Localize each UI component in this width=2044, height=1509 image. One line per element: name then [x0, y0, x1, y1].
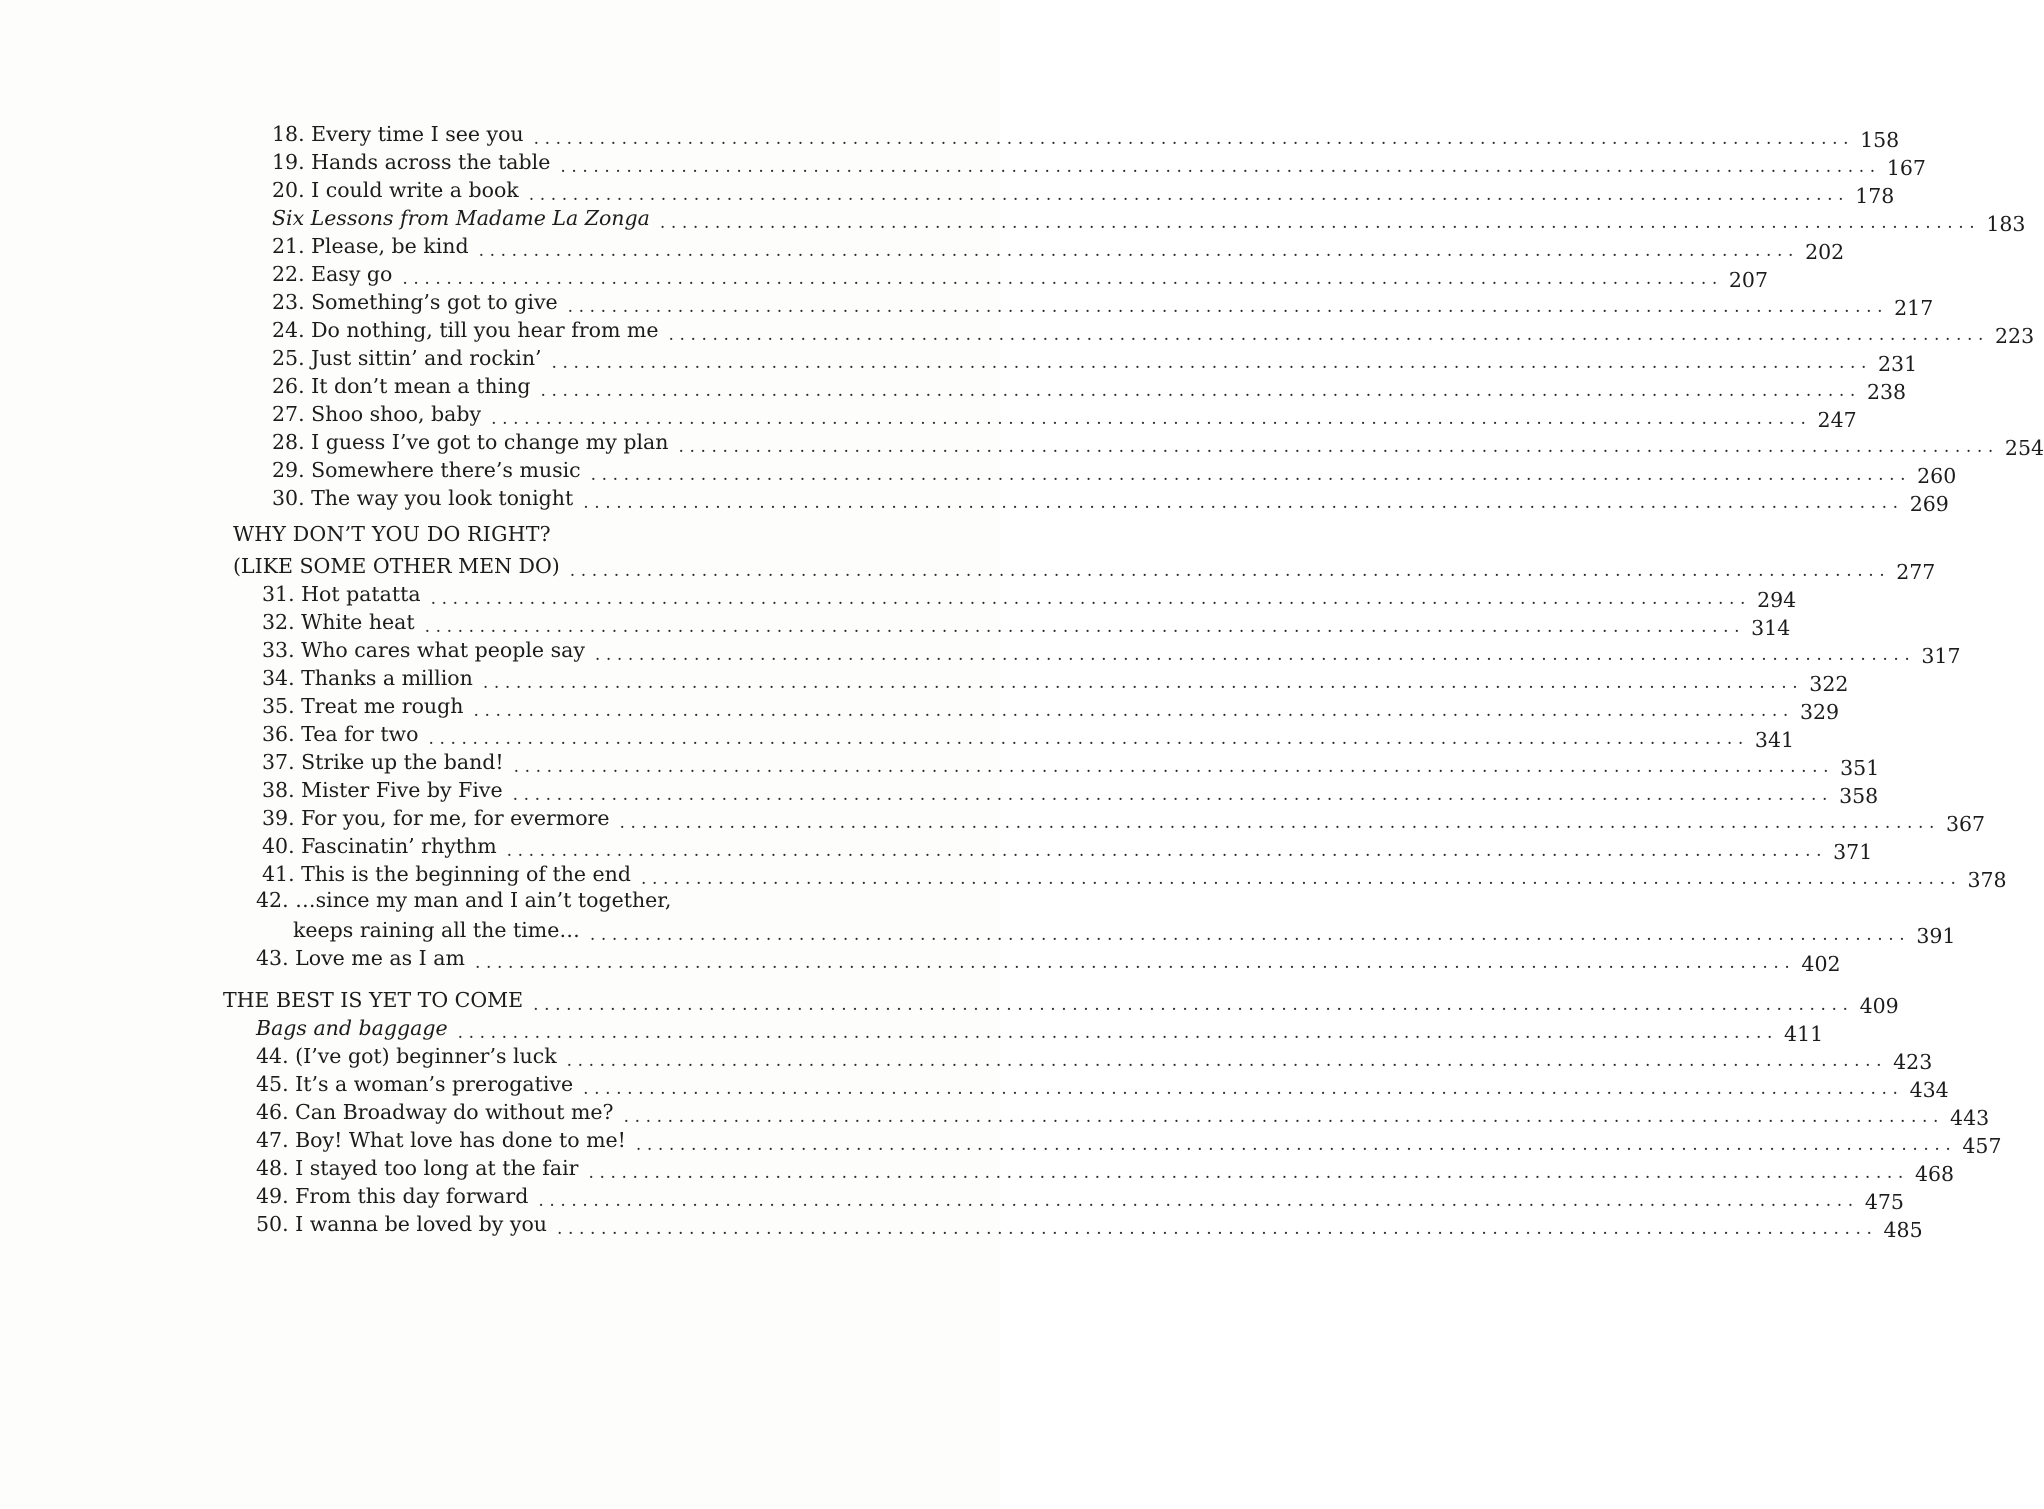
toc-entry [262, 718, 1795, 752]
entry-title: 47. Boy! What love has done to me! [256, 1128, 626, 1152]
dot-leader: ........................................................................................................................ [619, 813, 1940, 833]
entry-page: 183 [1986, 212, 2026, 236]
section-heading-line2: (LIKE SOME OTHER MEN DO) [233, 554, 560, 578]
dot-leader: ........................................................................................................................ [566, 1051, 1888, 1071]
entry-page: 402 [1801, 952, 1841, 976]
dot-leader: ........................................................................................................................ [430, 589, 1752, 609]
toc-entry [272, 454, 1957, 488]
toc-entry [262, 774, 1879, 808]
toc-entry [262, 802, 1986, 836]
section-page: 409 [1859, 994, 1899, 1018]
dot-leader: ........................................................................................................................ [540, 381, 1861, 401]
toc-entry [256, 1124, 2002, 1158]
toc-entry [262, 578, 1797, 612]
entry-page: 411 [1784, 1022, 1824, 1046]
entry-page: 202 [1805, 240, 1845, 264]
entry-title: 43. Love me as I am [256, 946, 465, 970]
dot-leader: ........................................................................................................................ [678, 437, 1999, 457]
dot-leader: ........................................................................................................................ [474, 953, 1796, 973]
entry-title: 30. The way you look tonight [272, 486, 574, 510]
entry-page: 341 [1754, 728, 1795, 752]
toc-entry [272, 174, 1895, 208]
entry-title: Six Lessons from Madame La Zonga [272, 206, 650, 230]
toc-entry [272, 342, 1918, 376]
entry-page: 178 [1855, 184, 1895, 208]
section-heading-row [233, 550, 1936, 584]
entry-page: 434 [1909, 1078, 1949, 1102]
dot-leader: ........................................................................................................................ [567, 297, 1889, 317]
toc-entry [272, 426, 2044, 460]
dot-leader: ........................................................................................................................ [560, 157, 1881, 177]
toc-entry [256, 1068, 1949, 1102]
entry-page: 254 [2004, 436, 2044, 460]
entry-page: 260 [1917, 464, 1957, 488]
dot-leader: ........................................................................................................................ [583, 493, 1904, 513]
entry-page: 317 [1921, 644, 1961, 668]
dot-leader: ........................................................................................................................ [513, 757, 1835, 777]
toc-entry [272, 258, 1768, 292]
entry-title: 19. Hands across the table [272, 150, 551, 174]
entry-page: 443 [1950, 1106, 1990, 1130]
entry-title: 33. Who cares what people say [262, 638, 585, 662]
dot-leader: ........................................................................................................................ [402, 269, 1723, 289]
dot-leader: ........................................................................................................................ [551, 353, 1873, 373]
dot-leader: ........................................................................................................................ [569, 561, 1891, 581]
entry-title: 32. White heat [262, 610, 415, 634]
entry-title: 45. It’s a woman’s prerogative [256, 1072, 574, 1096]
toc-entry [256, 1040, 1933, 1074]
entry-page: 329 [1799, 700, 1840, 724]
dot-leader: ........................................................................................................................ [506, 841, 1828, 861]
entry-page: 231 [1878, 352, 1918, 376]
entry-title: Bags and baggage [256, 1016, 448, 1040]
entry-title: 41. This is the beginning of the end [262, 862, 631, 886]
entry-page: 468 [1914, 1162, 1955, 1186]
entry-page: 367 [1945, 812, 1986, 836]
entry-page: 358 [1839, 784, 1879, 808]
toc-entry [272, 398, 1857, 432]
section-heading: THE BEST IS YET TO COME [223, 988, 524, 1012]
dot-leader: ........................................................................................................................ [589, 925, 1911, 945]
toc-entry [262, 746, 1880, 780]
entry-title: 42. …since my man and I ain’t together, [256, 888, 672, 912]
entry-title: 18. Every time I see you [272, 122, 524, 146]
toc-entry [262, 858, 2007, 892]
entry-page: 247 [1817, 408, 1857, 432]
entry-title: 39. For you, for me, for evermore [262, 806, 610, 830]
entry-page: 207 [1728, 268, 1768, 292]
entry-title: 24. Do nothing, till you hear from me [272, 318, 659, 342]
dot-leader: ........................................................................................................................ [473, 701, 1794, 721]
entry-title: 22. Easy go [272, 262, 393, 286]
toc-entry [272, 230, 1845, 264]
entry-title: 20. I could write a book [272, 178, 519, 202]
toc-entry [256, 942, 1841, 976]
toc-entry [256, 1208, 1923, 1242]
entry-page: 391 [1916, 924, 1956, 948]
entry-title: 35. Treat me rough [262, 694, 464, 718]
dot-leader: ........................................................................................................................ [457, 1023, 1779, 1043]
toc-entry [262, 634, 1961, 668]
dot-leader: ........................................................................................................................ [538, 1191, 1859, 1211]
toc-entry [256, 1180, 1904, 1214]
toc-entry [256, 1096, 1990, 1130]
entry-title: 46. Can Broadway do without me? [256, 1100, 614, 1124]
toc-entry [262, 606, 1791, 640]
dot-leader: ........................................................................................................................ [428, 729, 1749, 749]
dot-leader: ........................................................................................................................ [583, 1079, 1904, 1099]
toc-entry [262, 690, 1840, 724]
toc-entry [256, 1152, 1955, 1186]
entry-title: 34. Thanks a million [262, 666, 473, 690]
entry-title: 40. Fascinatin’ rhythm [262, 834, 497, 858]
toc-entry [262, 830, 1873, 864]
entry-page: 217 [1894, 296, 1934, 320]
entry-title: 50. I wanna be loved by you [256, 1212, 548, 1236]
toc-entry [272, 314, 2035, 348]
entry-page: 158 [1860, 128, 1900, 152]
dot-leader: ........................................................................................................................ [594, 645, 1916, 665]
entry-title: 38. Mister Five by Five [262, 778, 503, 802]
toc-entry [293, 914, 1956, 948]
section-page: 277 [1896, 560, 1936, 584]
entry-page: 238 [1866, 380, 1907, 404]
entry-page: 294 [1757, 588, 1797, 612]
entry-title: 36. Tea for two [262, 722, 419, 746]
dot-leader: ........................................................................................................................ [528, 185, 1850, 205]
entry-page: 371 [1833, 840, 1873, 864]
dot-leader: ........................................................................................................................ [557, 1219, 1878, 1239]
dot-leader: ........................................................................................................................ [533, 129, 1855, 149]
dot-leader: ........................................................................................................................ [533, 995, 1854, 1015]
dot-leader: ........................................................................................................................ [424, 617, 1746, 637]
dot-leader: ........................................................................................................................ [623, 1107, 1945, 1127]
entry-title: 48. I stayed too long at the fair [256, 1156, 579, 1180]
dot-leader: ........................................................................................................................ [588, 1163, 1909, 1183]
dot-leader: ........................................................................................................................ [482, 673, 1804, 693]
entry-title: 31. Hot patatta [262, 582, 421, 606]
entry-page: 475 [1864, 1190, 1904, 1214]
entry-title: 25. Just sittin’ and rockin’ [272, 346, 542, 370]
entry-title: 26. It don’t mean a thing [272, 374, 531, 398]
entry-page: 378 [1967, 868, 2007, 892]
entry-page: 351 [1840, 756, 1880, 780]
toc-entry [256, 1012, 1824, 1046]
toc-entry [272, 202, 2026, 236]
section-heading-row [223, 984, 1899, 1018]
entry-title: 37. Strike up the band! [262, 750, 504, 774]
entry-page: 167 [1886, 156, 1926, 180]
toc-entry [272, 118, 1900, 152]
entry-title: 28. I guess I’ve got to change my plan [272, 430, 669, 454]
entry-page: 485 [1883, 1218, 1923, 1242]
toc-entry [272, 146, 1926, 180]
dot-leader: ........................................................................................................................ [641, 869, 1962, 889]
dot-leader: ........................................................................................................................ [659, 213, 1981, 233]
entry-title: 27. Shoo shoo, baby [272, 402, 482, 426]
entry-title-continuation: keeps raining all the time… [293, 918, 580, 942]
toc-entry [272, 482, 1949, 516]
section-heading: WHY DON’T YOU DO RIGHT? [233, 522, 551, 546]
entry-page: 322 [1809, 672, 1849, 696]
entry-page: 423 [1893, 1050, 1933, 1074]
entry-title: 29. Somewhere there’s music [272, 458, 581, 482]
entry-title: 23. Something’s got to give [272, 290, 558, 314]
entry-page: 223 [1994, 324, 2035, 348]
dot-leader: ........................................................................................................................ [512, 785, 1834, 805]
entry-title: 49. From this day forward [256, 1184, 529, 1208]
dot-leader: ........................................................................................................................ [590, 465, 1912, 485]
toc-entry [262, 662, 1849, 696]
dot-leader: ........................................................................................................................ [668, 325, 1989, 345]
toc-entry [272, 286, 1934, 320]
entry-page: 457 [1962, 1134, 2002, 1158]
dot-leader: ........................................................................................................................ [635, 1135, 1957, 1155]
entry-title: 21. Please, be kind [272, 234, 469, 258]
toc-entry [272, 370, 1907, 404]
dot-leader: ........................................................................................................................ [491, 409, 1812, 429]
entry-title: 44. (I’ve got) beginner’s luck [256, 1044, 557, 1068]
entry-page: 314 [1751, 616, 1791, 640]
entry-page: 269 [1909, 492, 1949, 516]
dot-leader: ........................................................................................................................ [478, 241, 1800, 261]
